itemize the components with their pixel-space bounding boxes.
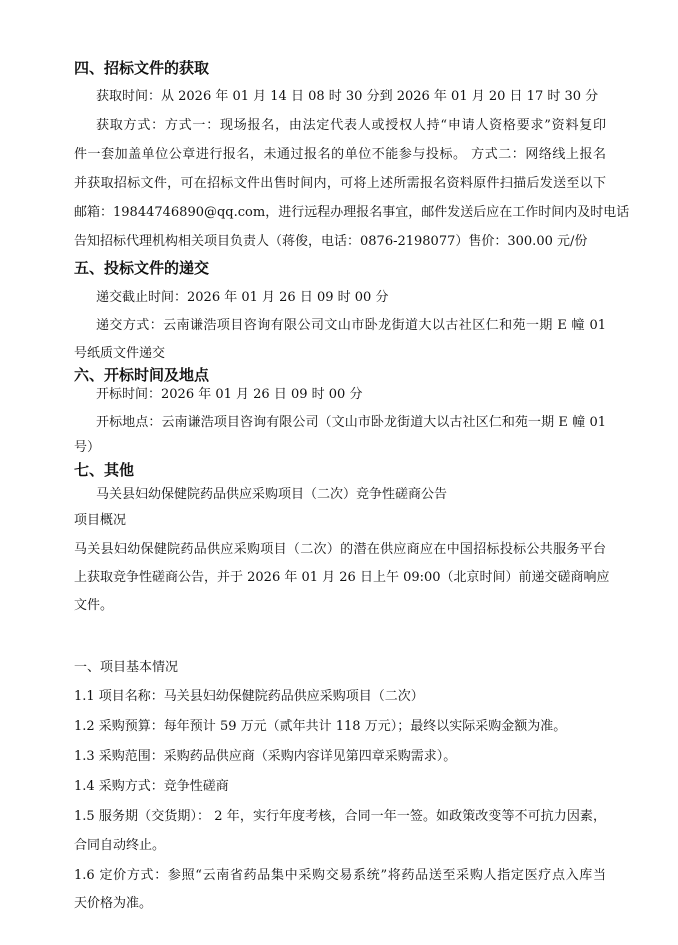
section-heading: 七、其他: [74, 461, 135, 479]
list-item: 合同自动终止。: [74, 838, 166, 853]
section-heading: 四、招标文件的获取: [74, 59, 210, 77]
paragraph-line: 开标地点：云南谦浩项目咨询有限公司（文山市卧龙街道大以古社区仁和苑一期 E 幢 01: [96, 415, 606, 430]
list-item: 1.5 服务期（交货期）： 2 年，实行年度考核，合同一年一签。如政策改变等不可抗力因素，: [74, 809, 606, 824]
paragraph-line: 项目概况: [74, 513, 127, 528]
paragraph-line: 开标时间：2026 年 01 月 26 日 09 时 00 分: [96, 387, 363, 402]
list-item: 天价格为准。: [74, 896, 153, 911]
paragraph-line: 上获取竞争性磋商公告，并于 2026 年 01 月 26 日上午 09:00（北京时间）前递交磋商响应: [74, 570, 610, 585]
paragraph-line: 号）: [74, 440, 101, 455]
notice-title: 马关县妇幼保健院药品供应采购项目（二次）竞争性磋商公告: [96, 487, 448, 502]
paragraph-line: 并获取招标文件，可在招标文件出售时间内，可将上述所需报名资料原件扫描后发送至以下: [74, 176, 606, 191]
paragraph-line: 获取方式：方式一：现场报名，由法定代表人或授权人持“申请人资格要求”资料复印: [96, 118, 606, 133]
subsection-heading: 一、项目基本情况: [74, 660, 179, 675]
list-item: 1.1 项目名称：马关县妇幼保健院药品供应采购项目（二次）: [74, 689, 424, 704]
paragraph-line: 件一套加盖单位公章进行报名，未通过报名的单位不能参与投标。 方式二：网络线上报名: [74, 147, 606, 162]
paragraph-line: 文件。: [74, 598, 114, 613]
list-item: 1.3 采购范围：采购药品供应商（采购内容详见第四章采购需求）。: [74, 749, 457, 764]
paragraph-line: 告知招标代理机构相关项目负责人（蒋俊，电话：0876-2198077）售价：300.00 元/份: [74, 234, 588, 249]
list-item: 1.4 采购方式：竞争性磋商: [74, 779, 229, 794]
paragraph-line: 邮箱：19844746890@qq.com，进行远程办理报名事宜，邮件发送后应在工作时间内及时电话: [74, 205, 630, 220]
paragraph-line: 马关县妇幼保健院药品供应采购项目（二次）的潜在供应商应在中国招标投标公共服务平台: [74, 542, 606, 557]
section-heading: 五、投标文件的递交: [74, 259, 210, 277]
paragraph-line: 递交截止时间：2026 年 01 月 26 日 09 时 00 分: [96, 290, 389, 305]
paragraph-line: 号纸质文件递交: [74, 346, 166, 361]
list-item: 1.6 定价方式：参照“云南省药品集中采购交易系统”将药品送至采购人指定医疗点入库当: [74, 868, 606, 883]
list-item: 1.2 采购预算：每年预计 59 万元（贰年共计 118 万元）；最终以实际采购金额为准。: [74, 719, 567, 734]
section-heading: 六、开标时间及地点: [74, 366, 210, 384]
paragraph-line: 获取时间：从 2026 年 01 月 14 日 08 时 30 分到 2026 年 01 月 20 日 17 时 30 分: [96, 89, 599, 104]
paragraph-line: 递交方式：云南谦浩项目咨询有限公司文山市卧龙街道大以古社区仁和苑一期 E 幢 01: [96, 318, 606, 333]
